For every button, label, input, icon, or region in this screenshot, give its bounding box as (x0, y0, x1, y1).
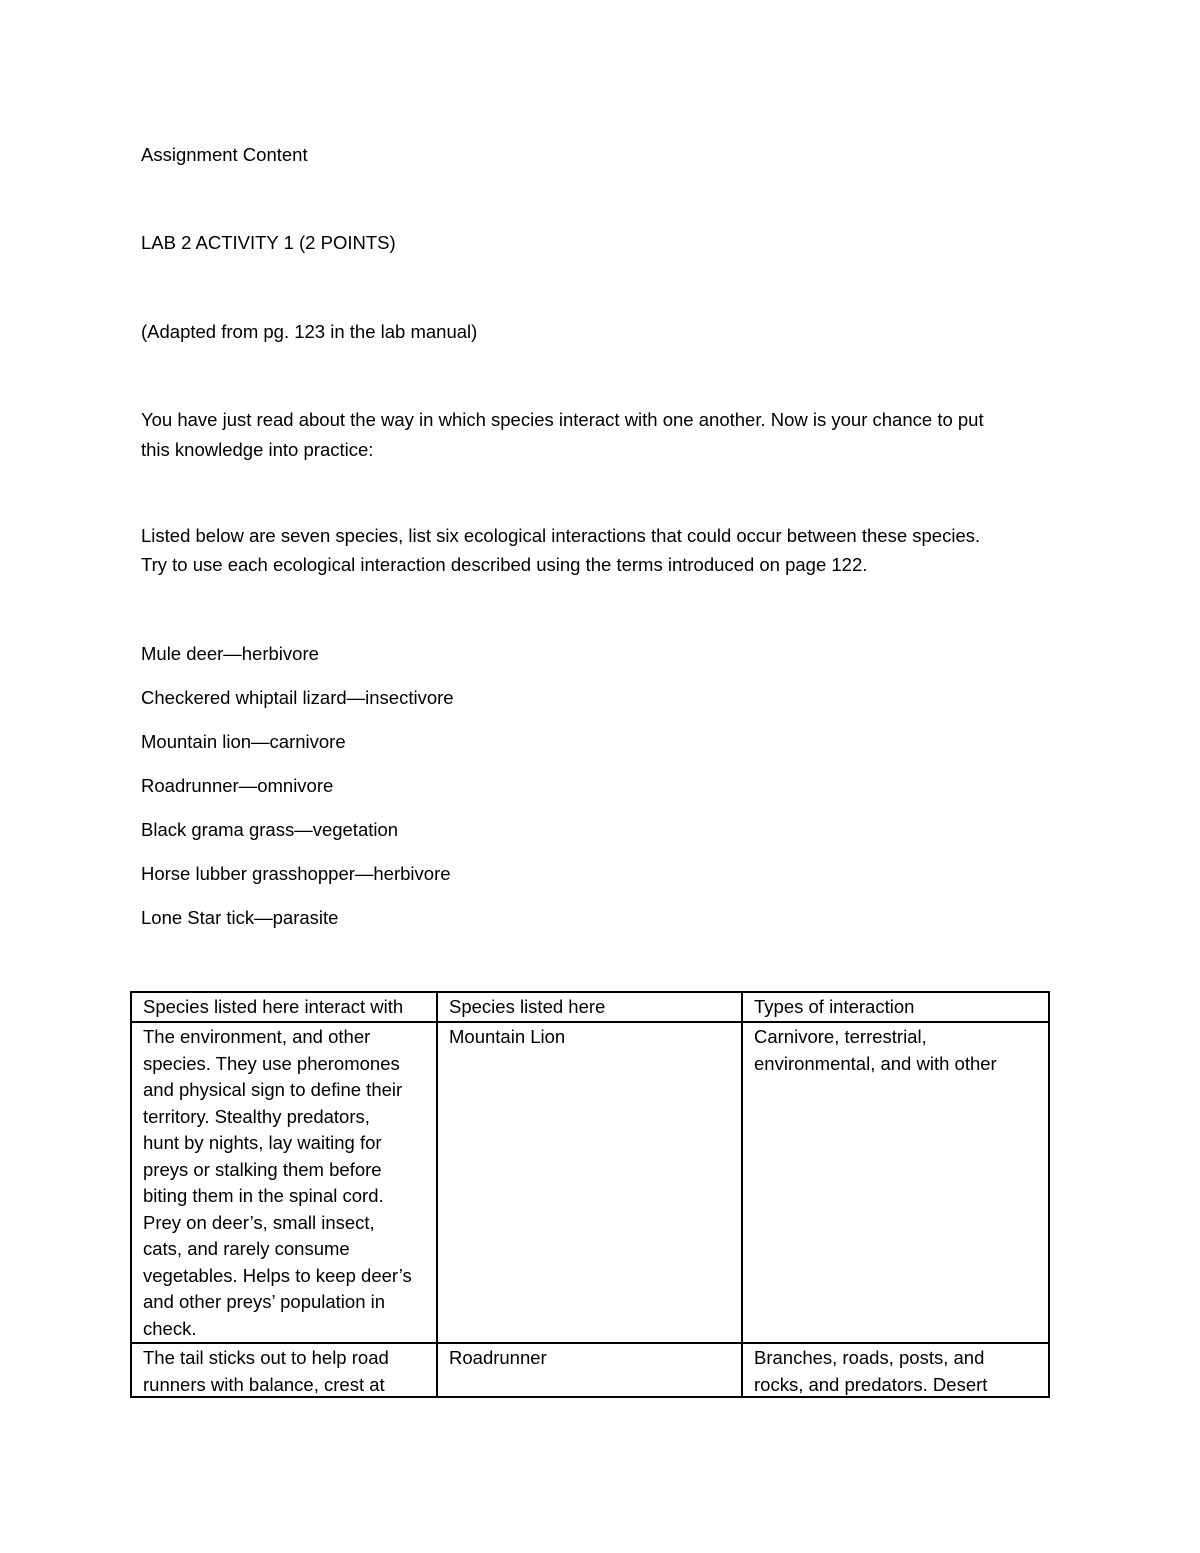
species-item: Horse lubber grasshopper—herbivore (141, 863, 451, 884)
cell-text: Carnivore, terrestrial, environmental, and with other (754, 1026, 997, 1074)
header-interaction-type: Types of interaction (742, 992, 1049, 1022)
cell-species (437, 1343, 742, 1397)
cell-text: The environment, and other species. They use pheromones and physical sign to define their territory. Stealthy predators, hunt by nights, lay waiting for preys or stalking them before biting them in the spinal cord. Prey on deer’s, small insect, cats, and rarely consume vegetables. Helps to keep deer’s and other preys’ population in check. (143, 1026, 412, 1339)
cell-interact-with (131, 1022, 437, 1343)
table-row (131, 1343, 1049, 1397)
cell-text: The tail sticks out to help road runners with balance, crest at (143, 1347, 389, 1395)
cell-text: Roadrunner (449, 1347, 547, 1368)
lab-title: LAB 2 ACTIVITY 1 (2 POINTS) (141, 232, 396, 253)
header-interact-with: Species listed here interact with (131, 992, 437, 1022)
species-item: Mountain lion—carnivore (141, 731, 346, 752)
interactions-table (130, 991, 1050, 1398)
cell-interaction-type (742, 1343, 1049, 1397)
instructions-line-2: Try to use each ecological interaction described using the terms introduced on page 122. (141, 554, 868, 575)
species-item: Lone Star tick—parasite (141, 907, 339, 928)
species-item: Black grama grass—vegetation (141, 819, 399, 840)
cell-text: Mountain Lion (449, 1026, 566, 1047)
intro-line-2: this knowledge into practice: (141, 439, 374, 460)
table-row (131, 1022, 1049, 1343)
header-species: Species listed here (437, 992, 742, 1022)
intro-line-1: You have just read about the way in which species interact with one another. Now is your chance to put (141, 409, 984, 430)
instructions-line-1: Listed below are seven species, list six ecological interactions that could occur between these species. (141, 525, 981, 546)
cell-interact-with (131, 1343, 437, 1397)
cell-interaction-type (742, 1022, 1049, 1343)
assignment-heading: Assignment Content (141, 144, 308, 165)
species-item: Mule deer—herbivore (141, 643, 319, 664)
source-note: (Adapted from pg. 123 in the lab manual) (141, 321, 478, 342)
species-item: Checkered whiptail lizard—insectivore (141, 687, 454, 708)
cell-species (437, 1022, 742, 1343)
table-header-row (131, 992, 1049, 1022)
species-item: Roadrunner—omnivore (141, 775, 334, 796)
cell-text: Branches, roads, posts, and rocks, and predators. Desert (754, 1347, 988, 1395)
